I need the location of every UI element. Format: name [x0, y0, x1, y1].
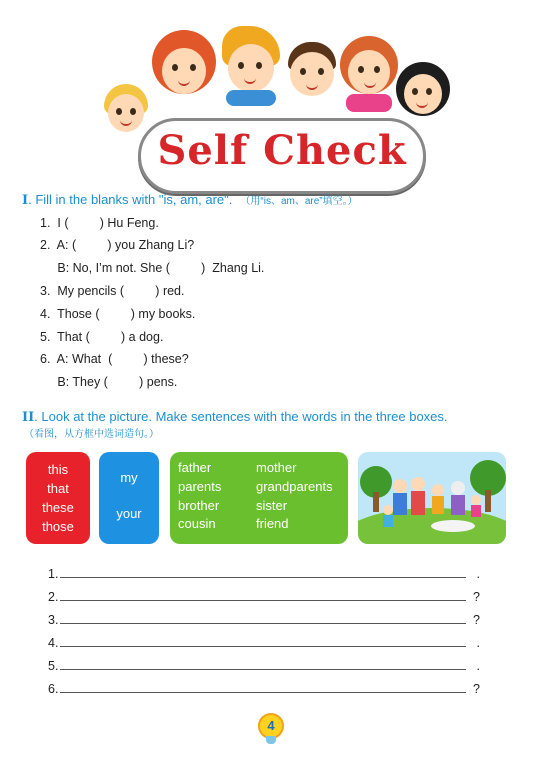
section-1-roman: I	[22, 193, 29, 208]
exercise-item: 3. My pencils ( ) red.	[40, 284, 185, 298]
exercise-item: 2. A: ( ) you Zhang Li?	[40, 238, 195, 252]
word: these	[42, 500, 74, 515]
page-title: Self Check	[157, 127, 407, 174]
section-2-roman: II	[22, 410, 35, 425]
line-number: 3.	[48, 613, 59, 627]
end-punct: ?	[473, 613, 480, 627]
line-number: 6.	[48, 682, 59, 696]
answer-line[interactable]	[48, 636, 488, 650]
title-banner	[138, 118, 426, 194]
end-punct: .	[476, 636, 480, 650]
word: mother	[256, 460, 297, 475]
kid-illustration	[286, 42, 338, 112]
exercise-item: B: No, I’m not. She ( ) Zhang Li.	[40, 261, 265, 275]
exercise-item: 4. Those ( ) my books.	[40, 307, 196, 321]
page-number: 4	[258, 713, 284, 739]
word: sister	[256, 498, 288, 513]
answer-line[interactable]	[48, 590, 488, 604]
word: your	[116, 506, 142, 521]
kid-illustration	[220, 26, 282, 106]
word-box-red	[26, 452, 90, 544]
word: father	[178, 460, 212, 475]
end-punct: .	[476, 567, 480, 581]
kid-illustration	[396, 62, 450, 126]
word-box-green	[170, 452, 348, 544]
section-1-text: . Fill in the blanks with "is, am, are".	[28, 192, 233, 207]
word: those	[42, 519, 74, 534]
section-2-text: . Look at the picture. Make sentences with the words in the three boxes.	[34, 409, 448, 424]
family-picture	[358, 452, 506, 544]
word: friend	[256, 516, 289, 531]
answer-line[interactable]	[48, 613, 488, 627]
kid-illustration	[340, 36, 398, 116]
exercise-item: 5. That ( ) a dog.	[40, 330, 164, 344]
exercise-item: B: They ( ) pens.	[40, 375, 178, 389]
answer-line[interactable]	[48, 567, 488, 581]
end-punct: ?	[473, 682, 480, 696]
word-box-blue	[99, 452, 159, 544]
word: parents	[178, 479, 222, 494]
section-1-cn: （用“is、am、are”填空。）	[240, 196, 358, 207]
word: this	[47, 462, 69, 477]
exercise-item: 6. A: What ( ) these?	[40, 352, 189, 366]
section-1-title	[22, 192, 358, 208]
section-2-title	[22, 409, 448, 425]
line-number: 5.	[48, 659, 59, 673]
section-2-cn: （看图，从方框中选词造句。）	[24, 429, 159, 440]
word: brother	[178, 498, 220, 513]
line-number: 4.	[48, 636, 59, 650]
balloon-stem	[266, 736, 276, 744]
word: cousin	[178, 516, 216, 531]
line-number: 1.	[48, 567, 59, 581]
word: grandparents	[256, 479, 333, 494]
answer-line[interactable]	[48, 659, 488, 673]
exercise-item: 1. I ( ) Hu Feng.	[40, 216, 159, 230]
end-punct: ?	[473, 590, 480, 604]
word: my	[120, 470, 138, 485]
end-punct: .	[476, 659, 480, 673]
answer-line[interactable]	[48, 682, 488, 696]
word: that	[47, 481, 69, 496]
kid-illustration	[152, 30, 216, 110]
family-picnic-illustration	[358, 452, 506, 544]
self-check-header	[100, 22, 440, 182]
line-number: 2.	[48, 590, 59, 604]
